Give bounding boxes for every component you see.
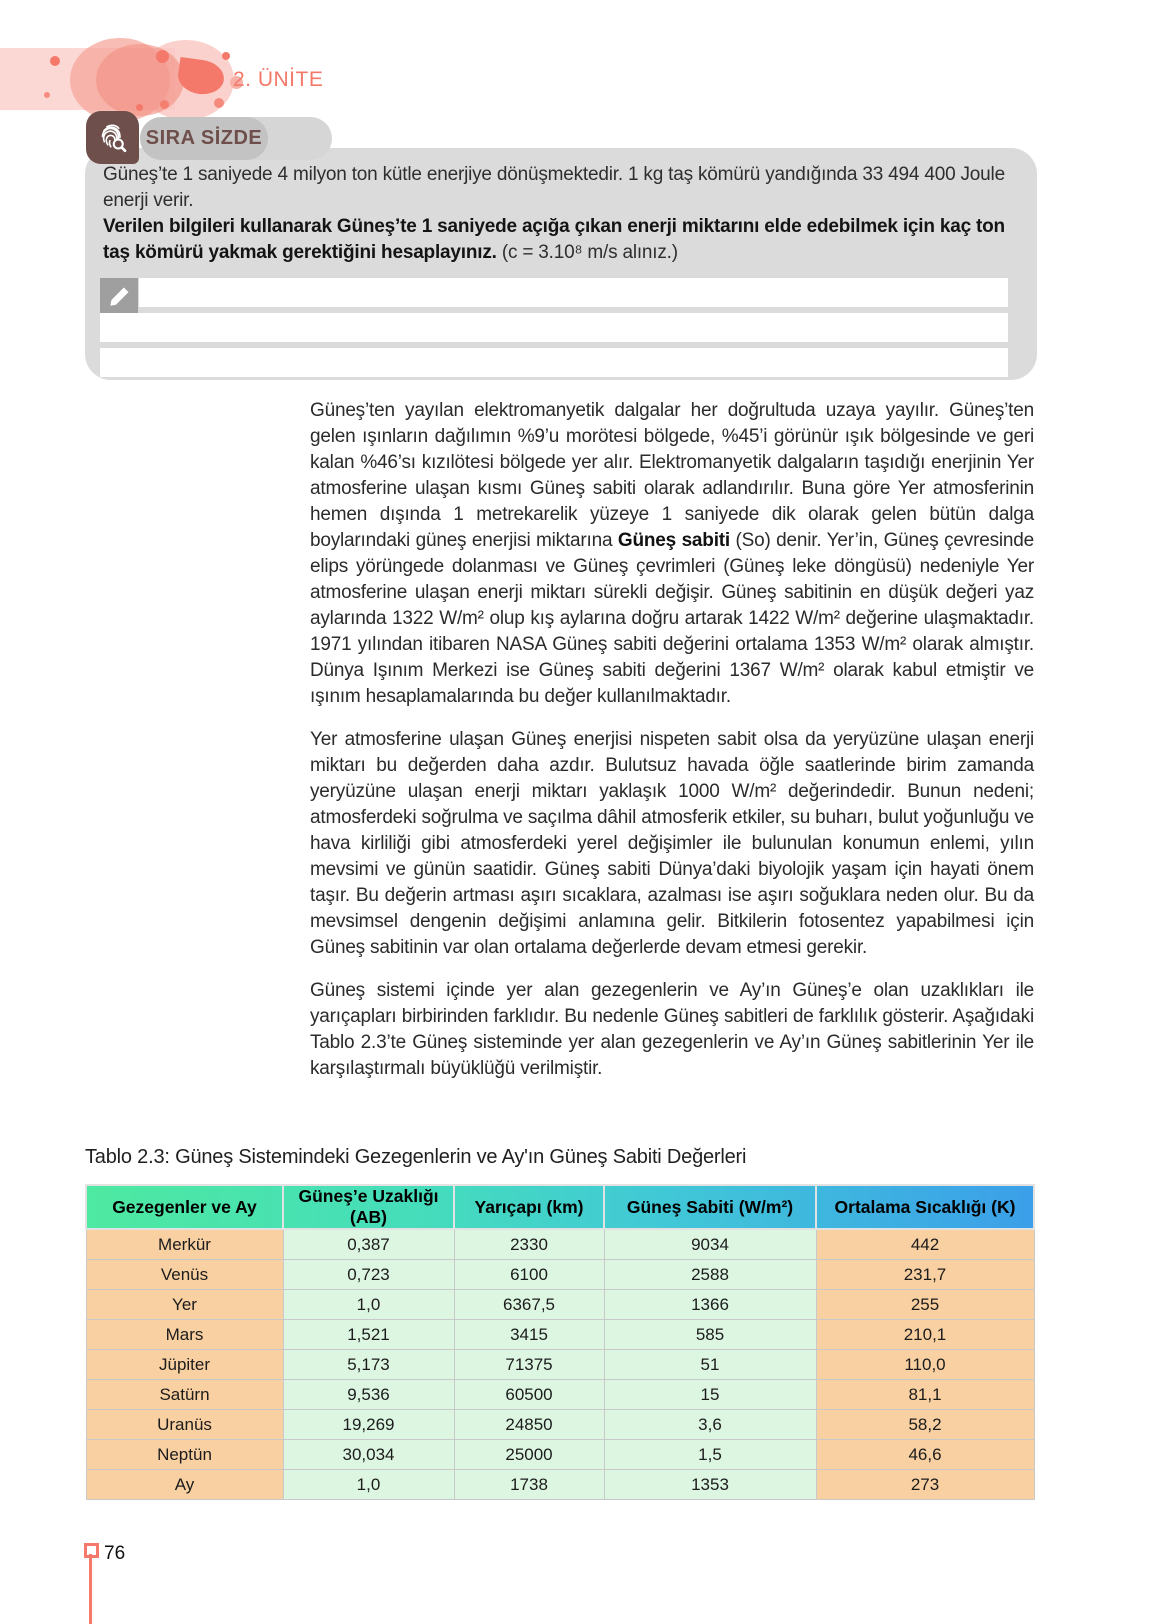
decorative-dot [214,98,224,108]
col-header-radius: Yarıçapı (km) [454,1185,604,1229]
cell-radius: 6367,5 [454,1290,604,1320]
cell-name: Uranüs [86,1410,283,1440]
cell-solar-constant: 1353 [604,1470,816,1500]
cell-distance: 19,269 [283,1410,454,1440]
cell-solar-constant: 51 [604,1350,816,1380]
solar-constant-table [85,1184,1035,1500]
paragraph-1 [310,398,1034,710]
table-header-row [86,1185,1034,1229]
page-margin-line [89,1554,92,1624]
table-row [86,1470,1034,1500]
cell-solar-constant: 1,5 [604,1440,816,1470]
decorative-dot [44,92,50,98]
cell-distance: 0,723 [283,1260,454,1290]
sira-sizde-badge [140,117,268,160]
decorative-dot [136,104,143,111]
paragraph-3: Güneş sistemi içinde yer alan gezegenlerin ve Ay’ın Güneş’e olan uzaklıkları ile yarıçapları birbirinden farklıdır. Bu nedenle Güneş sabitleri de farklılık gösterir. Aşağıdaki Tablo 2.3’te Güneş sisteminde yer alan gezegenlerin ve Ay’ın Güneş sabitlerinin Yer ile karşılaştırmalı büyüklüğü verilmiştir. [310,980,1034,1079]
decorative-dot [222,52,230,60]
problem-task-note: (c = 3.10⁸ m/s alınız.) [496,242,678,263]
paragraph-1-text-cont: (So) denir. Yer’in, Güneş çevresinde elips yörüngede dolanması ve Güneş çevrimleri (Güneş leke döngüsü) nedeniyle Yer atmosferine ulaşan enerji miktarı sürekli değişir. Güneş sabitinin en düşük değeri yaz aylarında 1322 W/m² olup kış aylarına doğru artarak 1422 W/m² değerine ulaşmaktadır. 1971 yılından itibaren NASA Güneş sabiti değerini ortalama 1353 W/m² olarak almıştır. Dünya Işınım Merkezi ise Güneş sabiti değerini 1367 W/m² olarak kabul etmiştir ve ışınım hesaplamalarında bu değer kullanılmaktadır. [310,530,1034,707]
cell-name: Mars [86,1320,283,1350]
decorative-dot [156,50,169,63]
cell-radius: 25000 [454,1440,604,1470]
cell-avg-temp: 58,2 [816,1410,1034,1440]
cell-solar-constant: 2588 [604,1260,816,1290]
table-row [86,1440,1034,1470]
cell-avg-temp: 255 [816,1290,1034,1320]
cell-name: Satürn [86,1380,283,1410]
cell-solar-constant: 9034 [604,1229,816,1260]
sira-sizde-label: SIRA SİZDE [145,127,263,149]
cell-name: Venüs [86,1260,283,1290]
problem-intro: Güneş’te 1 saniyede 4 milyon ton kütle enerjiye dönüşmektedir. 1 kg taş kömürü yandığında 33 494 400 Joule enerji verir. [103,164,1005,211]
answer-line [100,348,1008,377]
pencil-icon [100,278,138,316]
col-header-solar-constant: Güneş Sabiti (W/m²) [604,1185,816,1229]
paragraph-1-text: Güneş’ten yayılan elektromanyetik dalgalar her doğrultuda uzaya yayılır. Güneş’ten gelen ışınların dağılımın %9’u morötesi bölgede, %45’i görünür ışık bölgesinde ve geri kalan %46’sı kızılötesi bölgede yer alır. Elektromanyetik dalgaların taşıdığı enerjinin Yer atmosferine ulaşan kısmı Güneş sabiti olarak adlandırılır. Buna göre Yer atmosferinin hemen dışında 1 metrekarelik yüzeye 1 saniyede dik olarak gelen bütün dalga boylarındaki güneş enerjisi miktarına [310,400,1034,551]
cell-avg-temp: 46,6 [816,1440,1034,1470]
cell-radius: 2330 [454,1229,604,1260]
table-row [86,1320,1034,1350]
cell-solar-constant: 3,6 [604,1410,816,1440]
cell-radius: 3415 [454,1320,604,1350]
unit-label: 2. ÜNİTE [233,68,324,91]
paragraph-2: Yer atmosferine ulaşan Güneş enerjisi nispeten sabit olsa da yeryüzüne ulaşan enerji miktarı bu değerden daha azdır. Bulutsuz havada öğle saatlerinde birim zamanda yeryüzüne ulaşan enerji miktarı yaklaşık 1000 W/m² değerindedir. Bunun nedeni; atmosferdeki soğrulma ve saçılma dâhil atmosferik etkiler, su buharı, bulut yoğunluğu ve hava kirliliği gibi atmosferdeki yerel değişimler ile bulunulan konumun enlemi, yılın mevsimi ve günün saatidir. Güneş sabiti Dünya’daki biyolojik yaşam için hayati önem taşır. Bu değerin artması aşırı sıcaklara, azalması ise aşırı soğuklara neden olur. Bu da mevsimsel dengenin değişimi anlamına gelir. Bitkilerin fotosentez yapabilmesi için Güneş sabitinin var olan ortalama değerlerde devam etmesi gerekir. [310,729,1034,958]
table-row [86,1229,1034,1260]
cell-solar-constant: 15 [604,1380,816,1410]
page-number: 76 [104,1543,126,1564]
cell-distance: 1,0 [283,1290,454,1320]
fingerprint-magnifier-icon [86,111,139,164]
cell-name: Neptün [86,1440,283,1470]
body-text-column [310,398,1034,1099]
col-header-distance: Güneş’e Uzaklığı (AB) [283,1185,454,1229]
cell-distance: 0,387 [283,1229,454,1260]
answer-line [100,313,1008,342]
table-row [86,1260,1034,1290]
cell-avg-temp: 442 [816,1229,1034,1260]
problem-task-bold: Verilen bilgileri kullanarak Güneş’te 1 saniyede açığa çıkan enerji miktarını elde edebilmek için kaç ton taş kömürü yakmak gerektiğini hesaplayınız. [103,216,1005,263]
answer-line [139,278,1008,307]
table-row [86,1410,1034,1440]
cell-solar-constant: 1366 [604,1290,816,1320]
table-row [86,1290,1034,1320]
cell-name: Ay [86,1470,283,1500]
decorative-dot [160,100,169,109]
table-row [86,1350,1034,1380]
cell-distance: 1,521 [283,1320,454,1350]
cell-radius: 71375 [454,1350,604,1380]
cell-distance: 30,034 [283,1440,454,1470]
col-header-avg-temp: Ortalama Sıcaklığı (K) [816,1185,1034,1229]
cell-avg-temp: 231,7 [816,1260,1034,1290]
cell-avg-temp: 81,1 [816,1380,1034,1410]
key-term-gunes-sabiti: Güneş sabiti [617,530,730,551]
cell-name: Yer [86,1290,283,1320]
table-caption: Tablo 2.3: Güneş Sistemindeki Gezegenlerin ve Ay'ın Güneş Sabiti Değerleri [85,1146,747,1168]
cell-avg-temp: 273 [816,1470,1034,1500]
cell-radius: 24850 [454,1410,604,1440]
cell-radius: 6100 [454,1260,604,1290]
cell-distance: 1,0 [283,1470,454,1500]
cell-solar-constant: 585 [604,1320,816,1350]
cell-name: Jüpiter [86,1350,283,1380]
cell-radius: 1738 [454,1470,604,1500]
cell-name: Merkür [86,1229,283,1260]
problem-statement [103,162,1005,266]
cell-avg-temp: 110,0 [816,1350,1034,1380]
cell-radius: 60500 [454,1380,604,1410]
cell-distance: 9,536 [283,1380,454,1410]
col-header-planets: Gezegenler ve Ay [86,1185,283,1229]
table-row [86,1380,1034,1410]
decorative-dot [50,56,60,66]
cell-avg-temp: 210,1 [816,1320,1034,1350]
problem-task [103,214,1005,266]
cell-distance: 5,173 [283,1350,454,1380]
